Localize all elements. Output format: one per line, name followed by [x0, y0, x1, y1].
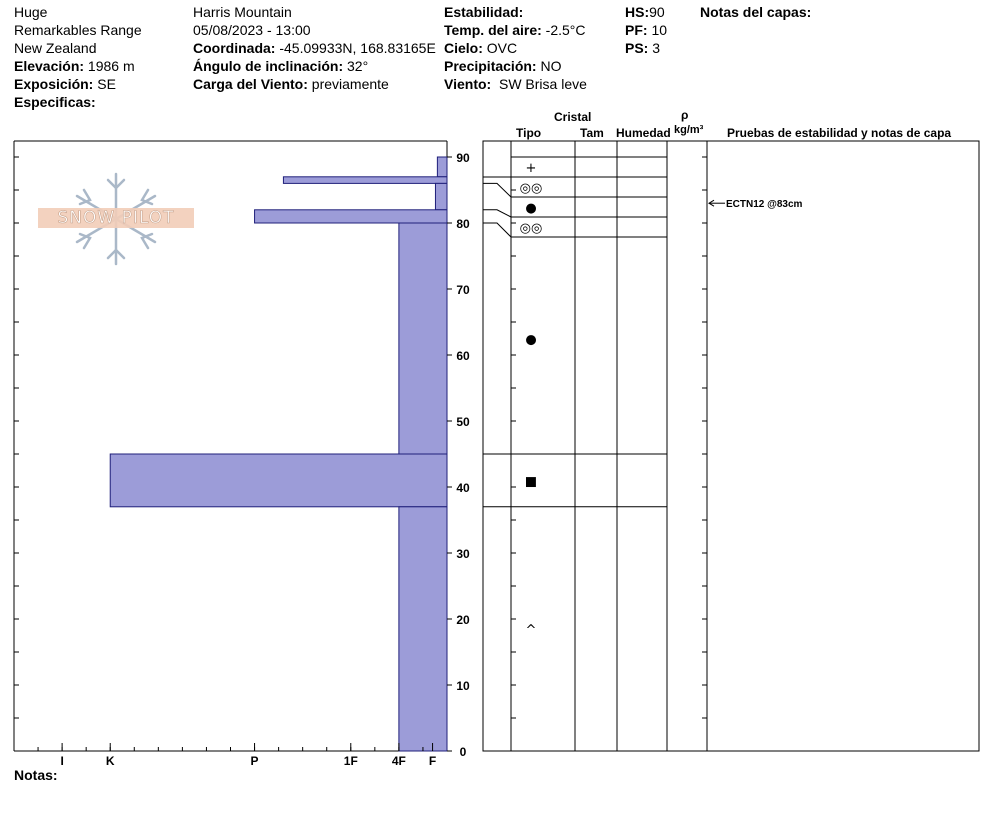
stability: Estabilidad:: [444, 4, 524, 20]
aspect: Exposición: SE: [14, 76, 116, 92]
hardness-bar: [255, 210, 447, 223]
moisture-header: Humedad: [616, 126, 671, 140]
notes-label: Notas:: [14, 767, 58, 783]
air-temperature: Temp. del aire: -2.5°C: [444, 22, 586, 38]
elevation: Elevación: 1986 m: [14, 58, 135, 74]
grain-type-symbol: ◎◎: [519, 221, 543, 236]
y-axis-tick-label: 30: [456, 547, 470, 561]
sky: Cielo: OVC: [444, 40, 518, 56]
y-axis-tick-label: 80: [456, 217, 470, 231]
y-axis-tick-label: 10: [456, 679, 470, 693]
x-axis-tick-label: 1F: [343, 754, 358, 768]
type-header: Tipo: [516, 126, 542, 140]
precipitation: Precipitación: NO: [444, 58, 562, 74]
y-axis-tick-label: 90: [456, 151, 470, 165]
x-axis-tick-label: I: [60, 754, 64, 768]
y-axis-tick-label: 20: [456, 613, 470, 627]
site-name: Harris Mountain: [193, 4, 292, 20]
grain-type-symbol: ■: [524, 474, 538, 490]
datetime: 05/08/2023 - 13:00: [193, 22, 311, 38]
x-axis-tick-label: P: [250, 754, 259, 768]
range-name: Remarkables Range: [14, 22, 142, 38]
ps: PS: 3: [625, 40, 661, 56]
size-header: Tam: [580, 126, 604, 140]
specifics: Especificas:: [14, 94, 96, 110]
hardness-bar: [110, 454, 447, 507]
x-axis-tick-label: F: [428, 754, 437, 768]
grain-type-symbol: +: [525, 161, 537, 176]
y-axis-tick-label: 70: [456, 283, 470, 297]
grain-type-symbol: ●: [525, 201, 537, 216]
layer-notes-label: Notas del capas:: [700, 4, 812, 20]
x-axis-tick-label: K: [105, 754, 115, 768]
hardness-bar: [437, 157, 447, 177]
grain-type-symbol: ●: [525, 332, 537, 348]
y-axis-tick-label: 60: [456, 349, 470, 363]
grain-type-symbol: ◎◎: [519, 181, 543, 196]
hardness-bar: [399, 507, 447, 751]
x-axis-tick-label: 4F: [391, 754, 406, 768]
wind: Viento: SW Brisa leve: [444, 76, 587, 92]
hardness-bar: [435, 183, 447, 209]
logo-text: SNOW PILOT: [57, 208, 175, 228]
rho-header: ρ: [681, 108, 689, 122]
wind-loading: Carga del Viento: previamente: [193, 76, 389, 92]
y-axis-tick-label: 50: [456, 415, 470, 429]
location-name: Huge: [14, 4, 48, 20]
layer-connector: [483, 223, 511, 237]
stability-tests-header: Pruebas de estabilidad y notas de capa: [727, 126, 952, 140]
stability-test-label: ECTN12 @83cm: [726, 199, 803, 211]
hardness-bar: [399, 223, 447, 454]
table-frame: [483, 141, 979, 751]
slope-angle: Ángulo de inclinación: 32°: [193, 58, 369, 74]
coordinates: Coordinada: -45.09933N, 168.83165E: [193, 40, 436, 56]
hs: HS:90: [625, 4, 665, 20]
density-unit-header: kg/m³: [674, 124, 704, 136]
grain-type-symbol: ^: [525, 622, 537, 638]
country-name: New Zealand: [14, 40, 97, 56]
hardness-bar: [283, 177, 447, 184]
layer-connector: [483, 210, 511, 217]
pf: PF: 10: [625, 22, 668, 38]
crystal-header: Cristal: [554, 110, 592, 124]
y-axis-tick-label: 40: [456, 481, 470, 495]
y-axis-tick-label: 0: [459, 745, 467, 759]
layer-connector: [483, 183, 511, 197]
